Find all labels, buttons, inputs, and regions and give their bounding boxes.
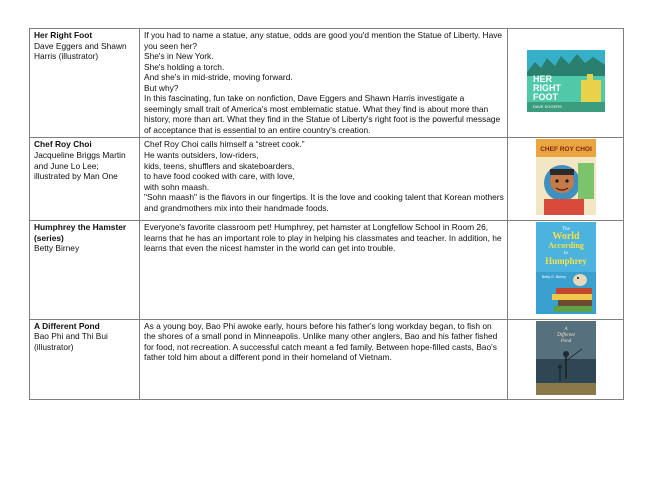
- description-line: He wants outsiders, low-riders,: [144, 150, 259, 161]
- description-line: If you had to name a statue, any statue, odds are good you'd mention the Statue of Liberty. Have you seen her?: [144, 30, 503, 51]
- book-title: Chef Roy Choi: [34, 139, 92, 150]
- description-line: Chef Roy Choi calls himself a “street cook.”: [144, 139, 305, 150]
- cover-text: RIGHT: [533, 83, 561, 94]
- table-row: [30, 138, 624, 221]
- book-author: Bao Phi and Thi Bui (illustrator): [34, 331, 108, 352]
- book-title: Humphrey the Hamster (series): [34, 222, 127, 243]
- cover-text: HER: [533, 74, 553, 85]
- cover-text: Humphrey: [545, 256, 587, 267]
- description-line: Everyone's favorite classroom pet! Humphrey, pet hamster at Longfellow School in Room 26, learns that he has an important role to play in helping his classmates and teacher. In addition, he learns that even the nicest hamster in the world can get into trouble.: [144, 222, 502, 254]
- description-line: But why?: [144, 82, 179, 93]
- cover-cell: [508, 221, 624, 320]
- description-line: And she's in mid-stride, moving forward.: [144, 72, 293, 83]
- description-line: with sohn maash.: [144, 181, 210, 192]
- cover-text: FOOT: [533, 92, 558, 103]
- book-author: Betty Birney: [34, 243, 80, 254]
- cover-text: Betty G. Birney: [541, 275, 567, 280]
- cover-cell: [508, 138, 624, 221]
- book-cover-humphrey: [536, 222, 596, 314]
- title-cell: [30, 29, 140, 138]
- description-cell: [140, 221, 508, 320]
- description-line: She's in New York.: [144, 51, 214, 62]
- description-cell: [140, 29, 508, 138]
- book-author: Dave Eggers and Shawn Harris (illustrator): [34, 40, 127, 62]
- book-title: Her Right Foot: [34, 30, 93, 40]
- cover-text: Pond: [560, 338, 572, 344]
- cover-cell: [508, 319, 624, 400]
- cover-text: CHEF ROY CHOI: [540, 146, 592, 154]
- book-author: Jacqueline Briggs Martin and June Lo Lee; illustrated by Man One: [34, 150, 126, 182]
- cover-text: to: [564, 251, 568, 257]
- description-line: In this fascinating, fun take on nonfiction, Dave Eggers and Shawn Harris investigate a seemingly small trait of America's most emblematic statue. What they find is about more than history, more than art. What they find in the Statue of Liberty's right foot is the powerful message of acceptance that is essential to an entire country's creation.: [144, 93, 501, 135]
- cover-cell: [508, 29, 624, 138]
- cover-text: Different: [557, 332, 575, 338]
- book-cover-a-different-pond: [536, 321, 596, 395]
- cover-text: A: [564, 326, 568, 332]
- books-table: [29, 28, 624, 400]
- title-cell: [30, 138, 140, 221]
- description-line: "Sohn maash" is the flavors in our fingertips. It is the love and cooking talent that Korean mothers and grandmothers mix into their handmade foods.: [144, 192, 504, 213]
- cover-text: According: [548, 241, 584, 251]
- description-line: She's holding a torch.: [144, 61, 225, 72]
- description-line: to have food cooked with care, with love,: [144, 171, 295, 182]
- description-cell: [140, 319, 508, 400]
- book-cover-chef-roy-choi: [536, 139, 596, 215]
- cover-text: World: [552, 231, 580, 243]
- cover-text: DAVE EGGERS: [533, 104, 562, 110]
- table-row: [30, 29, 624, 138]
- title-cell: [30, 221, 140, 320]
- description-line: kids, teens, shufflers and skateboarders,: [144, 160, 295, 171]
- cover-text: The: [562, 227, 570, 233]
- description-cell: [140, 138, 508, 221]
- book-cover-her-right-foot: [527, 50, 605, 112]
- book-title: A Different Pond: [34, 320, 100, 331]
- title-cell: [30, 319, 140, 400]
- table-row: [30, 319, 624, 400]
- table-row: [30, 221, 624, 320]
- description-line: As a young boy, Bao Phi awoke early, hours before his father's long workday began, to fish on the shores of a small pond in Minneapolis. Unlike many other anglers, Bao and his father fished for food, not recreation. A successful catch meant a fed family. Between hope-filled casts, Bao's father told him about a different pond in their homeland of Vietnam.: [144, 320, 498, 363]
